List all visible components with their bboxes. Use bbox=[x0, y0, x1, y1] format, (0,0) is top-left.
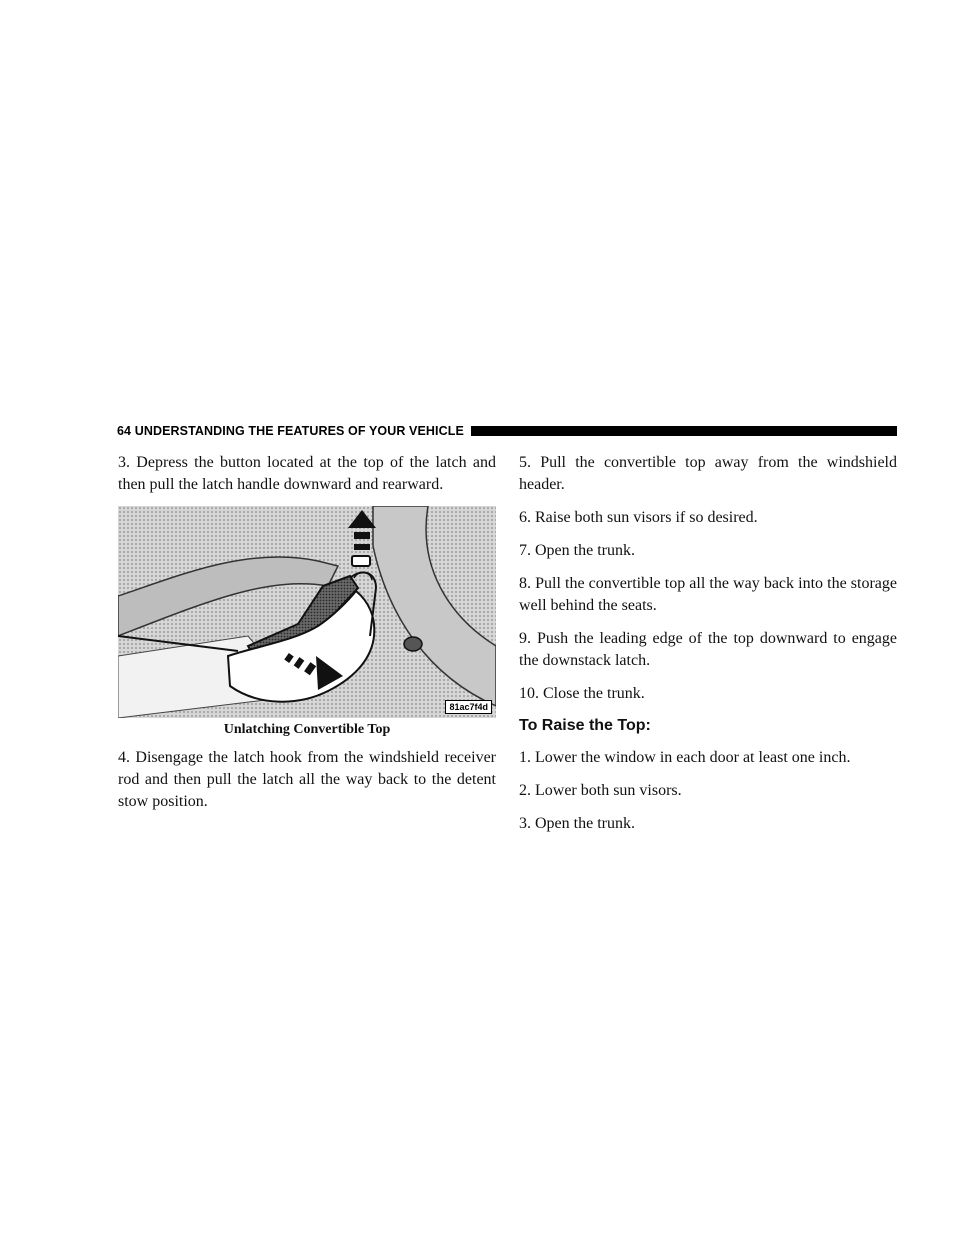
step-10: 10. Close the trunk. bbox=[519, 685, 645, 702]
step-6: 6. Raise both sun visors if so desired. bbox=[519, 509, 758, 526]
page-number: 64 bbox=[117, 424, 132, 438]
right-column bbox=[519, 452, 897, 846]
raise-step-3: 3. Open the trunk. bbox=[519, 815, 635, 832]
raise-step-1: 1. Lower the window in each door at least one inch. bbox=[519, 749, 851, 766]
left-column bbox=[118, 452, 496, 813]
step-5: 5. Pull the convertible top away from the windshield header. bbox=[519, 454, 897, 493]
page-header bbox=[117, 422, 897, 440]
section-title: UNDERSTANDING THE FEATURES OF YOUR VEHICLE bbox=[134, 424, 464, 438]
latch-illustration-drawing bbox=[118, 506, 496, 718]
step-7: 7. Open the trunk. bbox=[519, 542, 635, 559]
step-4: 4. Disengage the latch hook from the windshield receiver rod and then pull the latch all the way back to the detent stow position. bbox=[118, 749, 496, 810]
step-9: 9. Push the leading edge of the top downward to engage the downstack latch. bbox=[519, 630, 897, 669]
figure-caption: Unlatching Convertible Top bbox=[223, 722, 391, 737]
latch-illustration bbox=[118, 506, 496, 718]
raise-top-heading: To Raise the Top: bbox=[519, 717, 651, 734]
header-rule bbox=[471, 426, 897, 436]
page-header-text bbox=[117, 424, 464, 438]
figure-id-label: 81ac7f4d bbox=[445, 700, 492, 714]
step-8: 8. Pull the convertible top all the way back into the storage well behind the seats. bbox=[519, 575, 897, 614]
raise-step-2: 2. Lower both sun visors. bbox=[519, 782, 682, 799]
step-3: 3. Depress the button located at the top of the latch and then pull the latch handle downward and rearward. bbox=[118, 454, 496, 493]
